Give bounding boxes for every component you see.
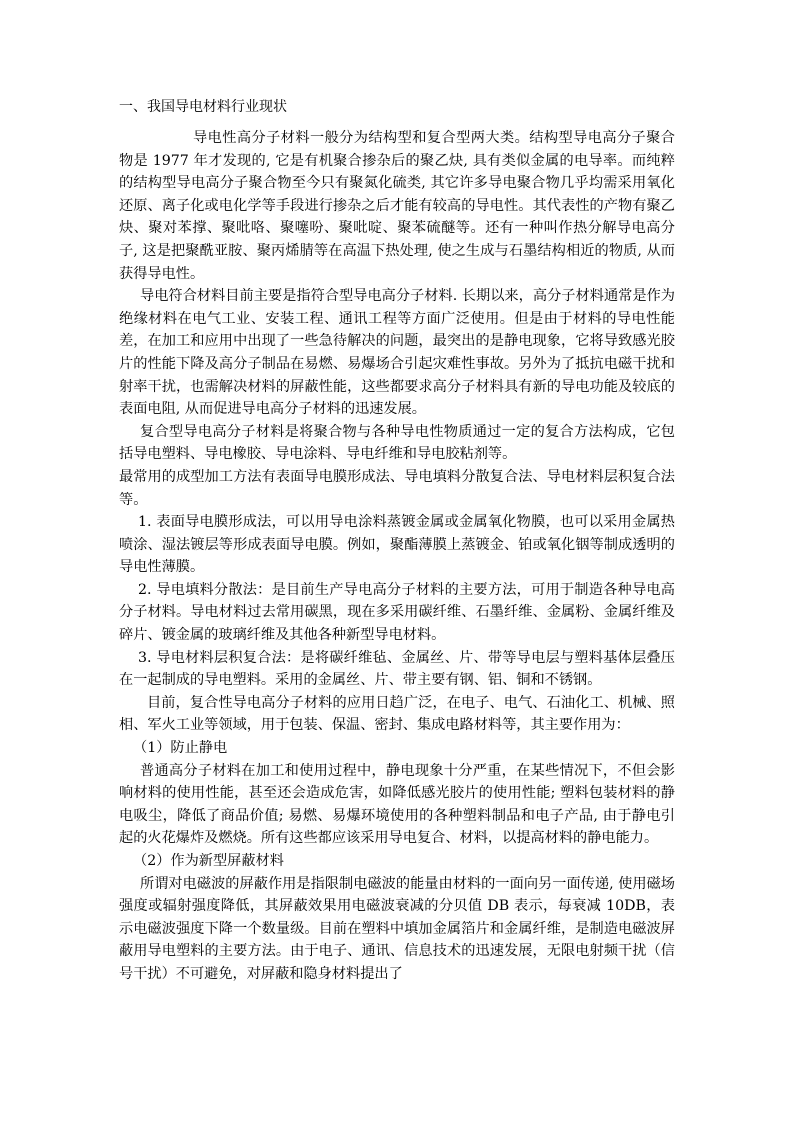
paragraph-applications: 目前，复合性导电高分子材料的应用日趋广泛，在电子、电气、石油化工、机械、照相、军火工业等领域，用于包装、保温、密封、集成电路材料等，其主要作用为： bbox=[119, 694, 675, 734]
paragraph-processing-methods: 最常用的成型加工方法有表面导电膜形成法、导电填料分散复合法、导电材料层积复合法等。 bbox=[119, 468, 675, 508]
paragraph-composite-definition: 复合型导电高分子材料是将聚合物与各种导电性物质通过一定的复合方法构成，它包括导电塑料、导电橡胶、导电涂料、导电纤维和导电胶粘剂等。 bbox=[119, 423, 675, 463]
paragraph-composite-materials: 导电符合材料目前主要是指符合型导电高分子材料. 长期以来，高分子材料通常是作为绝缘材料在电气工业、安装工程、通讯工程等方面广泛使用。但是由于材料的导电性能差，在加工和应用中出现了一些急待解决的问题，最突出的是静电现象，它将导致感光胶片的性能下降及高分子制品在易燃、易爆场合引起灾难性事故。另外为了抵抗电磁干扰和射率干扰，也需解决材料的屏蔽性能，这些都要求高分子材料具有新的导电功能及较底的表面电阻, 从而促进导电高分子材料的迅速发展。 bbox=[119, 288, 675, 418]
section-heading: 一、我国导电材料行业现状 bbox=[119, 99, 287, 115]
list-item-surface-film: 1. 表面导电膜形成法，可以用导电涂料蒸镀金属或金属氧化物膜，也可以采用金属热喷涂、湿法镀层等形成表面导电膜。例如，聚酯薄膜上蒸镀金、铂或氧化铟等制成透明的导电性薄膜。 bbox=[119, 514, 675, 576]
list-item-filler-dispersion: 2. 导电填料分散法：是目前生产导电高分子材料的主要方法，可用于制造各种导电高分子材料。导电材料过去常用碳黑，现在多采用碳纤维、石墨纤维、金属粉、金属纤维及碎片、镀金属的玻璃纤维及其他各种新型导电材料。 bbox=[119, 581, 675, 644]
paragraph-antistatic: 普通高分子材料在加工和使用过程中，静电现象十分严重，在某些情况下，不但会影响材料的使用性能，甚至还会造成危害，如降低感光胶片的使用性能; 塑料包装材料的静电吸尘，降低了商品价值; 易燃、易爆环境使用的各种塑料制品和电子产品, 由于静电引起的火花爆炸及燃烧。所有这些都应该采用导电复合、材料，以提高材料的静电能力。 bbox=[119, 762, 675, 847]
document-body bbox=[119, 96, 675, 986]
paragraph-shielding: 所谓对电磁波的屏蔽作用是指限制电磁波的能量由材料的一面向另一面传递, 使用磁场强度或辐射强度降低，其屏蔽效果用电磁波衰减的分贝值 DB 表示，每衰减 10DB，表示电磁波强度下降一个数量级。目前在塑料中填加金属箔片和金属纤维，是制造电磁波屏蔽用导电塑料的主要方法。由于电子、通讯、信息技术的迅速发展，无限电射频干扰（信号干扰）不可避免，对屏蔽和隐身材料提出了 bbox=[119, 875, 675, 982]
paragraph-conductive-polymers: 导电性高分子材料一般分为结构型和复合型两大类。结构型导电高分子聚合物是 1977 年才发现的, 它是有机聚合掺杂后的聚乙炔, 具有类似金属的电导率。而纯粹的结构型导电高分子聚合物至今只有聚氮化硫类, 其它许多导电聚合物几乎均需采用氧化还原、离子化或电化学等手段进行掺杂之后才能有较高的导电性。其代表性的产物有聚乙炔、聚对苯撑、聚吡咯、聚噻吩、聚吡啶、聚苯硫醚等。还有一种叫作热分解导电高分子, 这是把聚酰亚胺、聚丙烯腈等在高温下热处理, 使之生成与石墨结构相近的物质, 从而获得导电性。 bbox=[119, 130, 675, 282]
subheading-shielding: （2）作为新型屏蔽材料 bbox=[133, 853, 284, 869]
subheading-antistatic: （1）防止静电 bbox=[133, 740, 228, 757]
list-item-lamination: 3. 导电材料层积复合法：是将碳纤维毡、金属丝、片、带等导电层与塑料基体层叠压在一起制成的导电塑料。采用的金属丝、片、带主要有钢、铝、铜和不锈钢。 bbox=[119, 649, 675, 689]
